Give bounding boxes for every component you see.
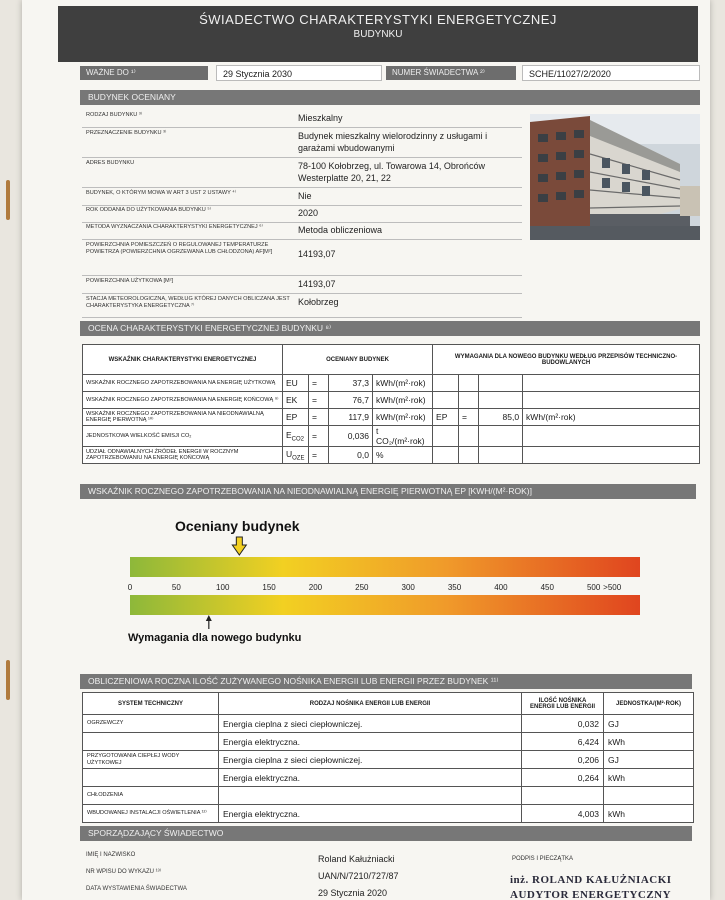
requirements-column-header: WYMAGANIA DLA NOWEGO BUDYNKU WEDŁUG PRZEPISÓW TECHNICZNO-BUDOWLANYCH [433,345,700,375]
requirement-symbol [433,375,459,392]
quantity-cell [522,787,604,805]
requirement-unit [523,447,700,464]
quantity-cell: 4,003 [522,805,604,823]
requirement-value [479,375,523,392]
requirement-symbol [433,426,459,447]
valid-until-value: 29 Stycznia 2030 [216,65,382,81]
requirement-equals [459,392,479,409]
type-cell: Energia elektryczna. [219,805,522,823]
scale-tick-label: 400 [494,583,508,592]
indicator-label: UDZIAŁ ODNAWIALNYCH ŹRÓDEŁ ENERGII W ROCZNYM ZAPOTRZEBOWANIU NA ENERGIĘ KOŃCOWĄ [83,447,283,464]
system-cell: WBUDOWANEJ INSTALACJI OŚWIETLENIA ¹²⁾ [83,805,219,823]
table-row [83,375,700,392]
indicator-equals: = [309,375,329,392]
indicator-unit: % [373,447,433,464]
scale-tick-label: 250 [355,583,369,592]
type-cell: Energia cieplna z sieci ciepłowniczej. [219,751,522,769]
indicator-value: 117,9 [329,409,373,426]
energy-indicators-table [82,344,700,464]
building-row-label: POWIERZCHNIA UŻYTKOWA [M²] [86,278,174,284]
building-row-label: POWIERZCHNIA POMIESZCZEŃ O REGULOWANEJ TEMPERATURZE POWIETRZA (POWIERZCHNIA OGRZEWANA LUB CHŁODZONA) AF[M²] [86,242,273,255]
building-row [82,224,522,240]
page-title: ŚWIADECTWO CHARAKTERYSTYKI ENERGETYCZNEJ [199,12,557,27]
scale-section-title: WSKAŹNIK ROCZNEGO ZAPOTRZEBOWANIA NA NIEODNAWIALNĄ ENERGIĘ PIERWOTNĄ EP [KWH/(M²·ROK)] [80,484,696,499]
indicator-equals: = [309,426,329,447]
energy-scale-chart [120,505,650,655]
quantity-cell: 0,206 [522,751,604,769]
type-column-header: RODZAJ NOŚNIKA ENERGII LUB ENERGII [219,693,522,715]
building-row-value: Metoda obliczeniowa [298,225,383,235]
requirement-unit [523,375,700,392]
indicator-unit: kWh/(m²·rok) [373,392,433,409]
energy-scale-bar-bottom [130,595,640,615]
table-row [83,447,700,464]
unit-cell [604,787,694,805]
building-row-label: PRZEZNACZENIE BUDYNKU ³⁾ [86,130,167,136]
certificate-number-label: NUMER ŚWIADECTWA ²⁾ [386,66,516,80]
issuer-name-label: IMIĘ I NAZWISKO [86,852,136,858]
requirement-equals [459,375,479,392]
building-row [82,130,522,158]
requirement-value [479,426,523,447]
unit-column-header: JEDNOSTKA/(M²·ROK) [604,693,694,715]
indicator-symbol: EK [283,392,309,409]
table-row [83,409,700,426]
system-column-header: SYSTEM TECHNICZNY [83,693,219,715]
unit-cell: kWh [604,769,694,787]
table-row [83,805,694,823]
requirement-unit [523,392,700,409]
requirement-value [479,447,523,464]
requirement-value [479,392,523,409]
indicator-value: 37,3 [329,375,373,392]
building-row-value: 2020 [298,208,319,218]
requirement-equals [459,447,479,464]
requirement-value: 85,0 [479,409,523,426]
building-row-value: Budynek mieszkalny wielorodzinny z usługami i garażami wbudowanymi [298,131,488,153]
stamp-line-2: AUDYTOR ENERGETYCZNY [510,889,672,900]
building-row-label: RODZAJ BUDYNKU ³⁾ [86,112,143,118]
building-row-label: ADRES BUDYNKU [86,160,135,166]
quantity-cell: 6,424 [522,733,604,751]
building-photo [530,114,700,240]
table-row [83,769,694,787]
system-cell: OGRZEWCZY [83,715,219,733]
indicator-symbol: EP [283,409,309,426]
table-row [83,426,700,447]
unit-cell: GJ [604,751,694,769]
building-row-label: BUDYNEK, O KTÓRYM MOWA W ART 3 UST 2 USTAWY ⁴⁾ [86,190,237,196]
issuer-registration-value: UAN/N/7210/727/87 [318,871,399,881]
rating-section-title: OCENA CHARAKTERYSTYKI ENERGETYCZNEJ BUDYNKU ⁸⁾ [80,321,700,336]
unit-cell: GJ [604,715,694,733]
energy-carrier-table [82,692,694,823]
building-row-value: 14193,07 [298,279,336,289]
building-row [82,112,522,128]
requirement-equals [459,426,479,447]
rated-column-header: OCENIANY BUDYNEK [283,345,433,375]
table-row [83,787,694,805]
building-row [82,296,522,318]
scale-tick-label: 150 [262,583,276,592]
valid-until-label: WAŻNE DO ¹⁾ [80,66,208,80]
rated-building-marker [232,537,246,555]
energy-scale-bar-top [130,557,640,577]
type-cell: Energia cieplna z sieci ciepłowniczej. [219,715,522,733]
table-row [83,733,694,751]
system-cell [83,733,219,751]
requirement-symbol: EP [433,409,459,426]
scale-tick-label: 100 [216,583,230,592]
table-row [83,392,700,409]
indicator-label: JEDNOSTKOWA WIELKOŚĆ EMISJI CO₂ [83,426,283,447]
indicator-value: 0,036 [329,426,373,447]
signature-label: PODPIS I PIECZĄTKA [512,856,574,862]
system-cell: PRZYGOTOWANIA CIEPŁEJ WODY UŻYTKOWEJ [83,751,219,769]
unit-cell: kWh [604,805,694,823]
issuer-name-value: Roland Kałużniacki [318,854,395,864]
indicator-symbol: $E_{CO2}$ [283,426,309,447]
certificate-number-value: SCHE/11027/2/2020 [522,65,700,81]
building-row-label: STACJA METEOROLOGICZNA, WEDŁUG KTÓREJ DANYCH OBLICZANA JEST CHARAKTERYSTYKA ENERGETYCZNA ⁷⁾ [86,296,290,309]
indicator-value: 0,0 [329,447,373,464]
unit-cell: kWh [604,733,694,751]
issue-date-value: 29 Stycznia 2020 [318,888,388,898]
scale-tick-label: 0 [127,583,133,592]
building-row-label: METODA WYZNACZANIA CHARAKTERYSTYKI ENERGETYCZNEJ ⁶⁾ [86,224,263,230]
system-cell [83,769,219,787]
indicator-symbol: $U_{OZE}$ [283,447,309,464]
rated-building-label: Oceniany budynek [175,518,300,534]
building-row-label: ROK ODDANIA DO UŻYTKOWANIA BUDYNKU ⁵⁾ [86,207,212,213]
scale-tick-label: 350 [447,583,462,592]
building-row [82,207,522,223]
issue-date-label: DATA WYSTAWIENIA ŚWIADECTWA [86,886,187,892]
table-row [83,715,694,733]
building-row-value: Mieszkalny [298,113,343,123]
type-cell: Energia elektryczna. [219,769,522,787]
indicator-unit: kWh/(m²·rok) [373,375,433,392]
indicator-unit: kWh/(m²·rok) [373,409,433,426]
requirement-equals: = [459,409,479,426]
type-cell [219,787,522,805]
building-row-value: Nie [298,191,312,201]
requirement-label: Wymagania dla nowego budynku [128,632,302,644]
system-cell: CHŁODZENIA [83,787,219,805]
building-row-value: 78-100 Kołobrzeg, ul. Towarowa 14, Obrońców Westerplatte 20, 21, 22 [298,161,485,183]
scale-tick-label: 500 [586,583,601,592]
type-cell: Energia elektryczna. [219,733,522,751]
building-section-title: BUDYNEK OCENIANY [80,90,700,105]
indicator-equals: = [309,392,329,409]
scale-tick-label: 50 [171,583,181,592]
page-subtitle: BUDYNKU [353,29,403,40]
issuer-section-title: SPORZĄDZAJĄCY ŚWIADECTWO [80,826,692,841]
requirement-unit: kWh/(m²·rok) [523,409,700,426]
requirement-symbol [433,447,459,464]
stamp-line-1: inż. ROLAND KAŁUŻNIACKI [510,874,672,886]
indicator-unit: t CO₂/(m²·rok) [373,426,433,447]
binder-mark [6,660,10,700]
building-row [82,190,522,206]
requirement-symbol [433,392,459,409]
indicator-value: 76,7 [329,392,373,409]
title-block [58,6,698,62]
quantity-cell: 0,032 [522,715,604,733]
building-row-value: 14193,07 [298,249,336,259]
building-row-value: Kołobrzeg [298,297,339,307]
binder-mark [6,180,10,220]
indicator-label: WSKAŹNIK ROCZNEGO ZAPOTRZEBOWANIA NA ENERGIĘ UŻYTKOWĄ [83,375,283,392]
indicator-label: WSKAŹNIK ROCZNEGO ZAPOTRZEBOWANIA NA ENERGIĘ KOŃCOWĄ ⁹⁾ [83,392,283,409]
scale-tick-label: 200 [308,583,323,592]
quantity-cell: 0,264 [522,769,604,787]
carrier-section-title: OBLICZENIOWA ROCZNA ILOŚĆ ZUŻYWANEGO NOŚNIKA ENERGII LUB ENERGII PRZEZ BUDYNEK ¹¹⁾ [80,674,692,689]
issuer-registration-label: NR WPISU DO WYKAZU ¹³⁾ [86,869,162,875]
building-row [82,278,522,294]
scale-tick-label: >500 [603,583,622,592]
indicator-equals: = [309,447,329,464]
requirement-marker-head [206,615,212,621]
scale-tick-label: 300 [401,583,415,592]
requirement-unit [523,426,700,447]
indicator-label: WSKAŹNIK ROCZNEGO ZAPOTRZEBOWANIA NA NIEODNAWIALNĄ ENERGIĘ PIERWOTNĄ ¹⁰⁾ [83,409,283,426]
table-row [83,751,694,769]
scale-tick-label: 450 [540,583,554,592]
quantity-column-header: ILOŚĆ NOŚNIKA ENERGII LUB ENERGII [522,693,604,715]
indicator-symbol: EU [283,375,309,392]
building-row [82,242,522,276]
indicator-equals: = [309,409,329,426]
building-row [82,160,522,188]
indicator-column-header: WSKAŹNIK CHARAKTERYSTYKI ENERGETYCZNEJ [83,345,283,375]
